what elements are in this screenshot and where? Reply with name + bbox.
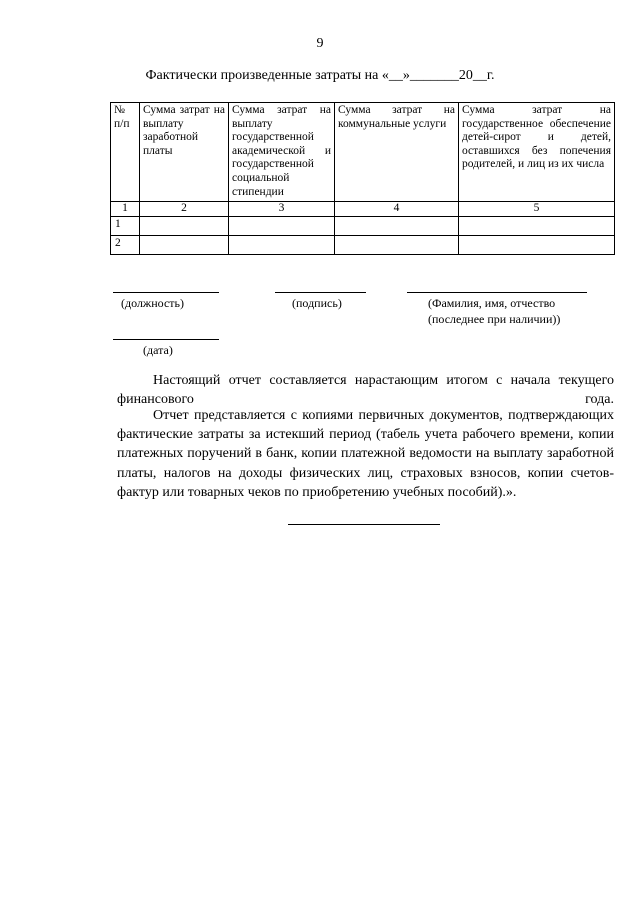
name-label: (Фамилия, имя, отчество bbox=[428, 296, 556, 310]
table-header-row bbox=[111, 103, 615, 202]
paragraph-documents: Отчет представляется с копиями первичных документов, подтверждающих фактические затраты за истекший период (табель учета рабочего времени, копии платежных поручений в банк, копии платежной ведомости на выплату заработной платы, налогов на доходы физических лиц, страховых взносов, копии счетов-фактур или товарных чеков по приобретению учебных пособий).». bbox=[117, 408, 614, 500]
table-cell[interactable] bbox=[229, 235, 335, 254]
header-cell: Сумма затрат на выплату заработной платы bbox=[140, 103, 229, 202]
table-cell[interactable] bbox=[335, 235, 459, 254]
date-line bbox=[113, 339, 219, 340]
end-rule bbox=[288, 524, 440, 525]
header-cell: № п/п bbox=[111, 103, 140, 202]
name-label-note: (последнее при наличии)) bbox=[428, 312, 561, 326]
table-cell[interactable] bbox=[140, 216, 229, 235]
header-cell: Сумма затрат на государственное обеспечение детей-сирот и детей, оставшихся без попечения родителей, и лиц из их числа bbox=[459, 103, 615, 202]
column-number: 3 bbox=[229, 202, 335, 217]
table-cell[interactable] bbox=[140, 235, 229, 254]
signature-line bbox=[275, 292, 366, 293]
table-cell[interactable] bbox=[459, 235, 615, 254]
table-cell[interactable] bbox=[335, 216, 459, 235]
position-label: (должность) bbox=[121, 296, 184, 310]
row-number: 2 bbox=[111, 235, 140, 254]
table-cell[interactable] bbox=[459, 216, 615, 235]
name-line bbox=[407, 292, 587, 293]
table-row bbox=[111, 216, 615, 235]
date-label: (дата) bbox=[143, 343, 173, 357]
column-number: 1 bbox=[111, 202, 140, 217]
column-number: 4 bbox=[335, 202, 459, 217]
costs-table bbox=[110, 102, 615, 255]
table-cell[interactable] bbox=[229, 216, 335, 235]
header-cell: Сумма затрат на выплату государственной академической и государственной социальной стипендии bbox=[229, 103, 335, 202]
table-row bbox=[111, 235, 615, 254]
row-number: 1 bbox=[111, 216, 140, 235]
column-number: 2 bbox=[140, 202, 229, 217]
header-cell: Сумма затрат на коммунальные услуги bbox=[335, 103, 459, 202]
signature-label: (подпись) bbox=[292, 296, 342, 310]
column-number-row bbox=[111, 202, 615, 217]
position-line bbox=[113, 292, 219, 293]
form-title: Фактически произведенные затраты на «__»_______20__г. bbox=[145, 68, 495, 83]
column-number: 5 bbox=[459, 202, 615, 217]
paragraph-cumulative: Настоящий отчет составляется нарастающим итогом с начала текущего финансового года. bbox=[117, 373, 614, 408]
page-number: 9 bbox=[316, 36, 324, 51]
